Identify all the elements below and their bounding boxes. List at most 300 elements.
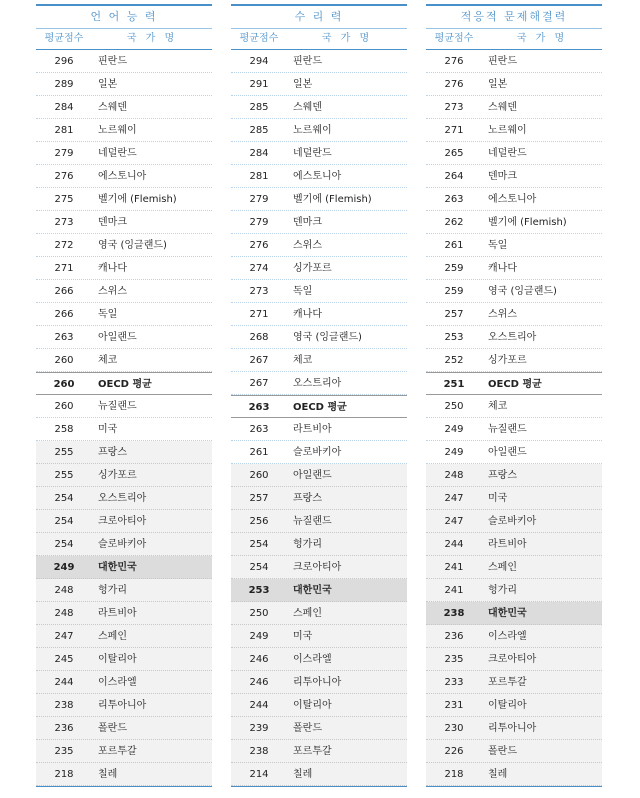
table-row: [426, 188, 602, 211]
table-row: [231, 188, 407, 211]
country-cell: 일본: [293, 79, 313, 90]
score-cell: 244: [249, 700, 269, 711]
country-cell: 폴란드: [293, 723, 322, 734]
country-cell: 폴란드: [488, 746, 517, 757]
country-cell: 미국: [98, 424, 118, 435]
table-row: [426, 96, 602, 119]
country-cell: OECD 평균: [293, 402, 347, 413]
table-row: [36, 349, 212, 372]
score-cell: 249: [53, 562, 75, 573]
country-cell: 프랑스: [98, 447, 127, 458]
score-cell: 250: [249, 608, 269, 619]
country-cell: 슬로바키아: [98, 539, 147, 550]
country-cell: 벨기에 (Flemish): [488, 217, 567, 228]
bottom-rule: [231, 786, 407, 787]
table-row: [36, 280, 212, 303]
country-cell: 포르투갈: [488, 677, 527, 688]
country-cell: 폴란드: [98, 723, 127, 734]
country-header: 국 가 명: [126, 33, 178, 44]
table-row: [36, 671, 212, 694]
score-cell: 236: [444, 631, 464, 642]
table-row: [426, 119, 602, 142]
table-row: [36, 96, 212, 119]
table-row: [426, 579, 602, 602]
score-cell: 246: [249, 654, 269, 665]
score-cell: 261: [444, 240, 464, 251]
score-cell: 273: [444, 102, 464, 113]
oecd-average-row: [36, 372, 212, 395]
table-row: [36, 395, 212, 418]
table-row: [231, 119, 407, 142]
score-cell: 274: [249, 263, 269, 274]
table-row: [231, 717, 407, 740]
score-cell: 218: [444, 769, 464, 780]
korea-row: [426, 602, 602, 625]
country-cell: 체코: [98, 355, 118, 366]
table-row: [231, 556, 407, 579]
column-header: [231, 28, 407, 50]
country-cell: 헝가리: [293, 539, 322, 550]
score-cell: 236: [54, 723, 74, 734]
score-cell: 247: [54, 631, 74, 642]
score-cell: 254: [249, 539, 269, 550]
country-cell: 오스트리아: [98, 493, 147, 504]
score-cell: 254: [54, 516, 74, 527]
country-cell: 스웨덴: [98, 102, 127, 113]
country-cell: 오스트리아: [293, 378, 342, 389]
country-cell: 캐나다: [293, 309, 322, 320]
table-row: [231, 349, 407, 372]
country-cell: 칠레: [98, 769, 118, 780]
score-cell: 247: [444, 493, 464, 504]
score-cell: 263: [249, 424, 269, 435]
table-row: [36, 50, 212, 73]
score-cell: 263: [444, 194, 464, 205]
score-cell: 257: [249, 493, 269, 504]
country-cell: 핀란드: [488, 56, 517, 67]
country-cell: 오스트리아: [488, 332, 537, 343]
table-row: [426, 257, 602, 280]
country-cell: 덴마크: [293, 217, 322, 228]
score-cell: 253: [444, 332, 464, 343]
table-row: [426, 395, 602, 418]
oecd-average-row: [231, 395, 407, 418]
table-row: [36, 303, 212, 326]
country-cell: 아일랜드: [488, 447, 527, 458]
country-cell: 에스토니아: [488, 194, 537, 205]
score-cell: 255: [54, 470, 74, 481]
score-cell: 244: [444, 539, 464, 550]
table-row: [426, 303, 602, 326]
country-cell: 스위스: [293, 240, 322, 251]
country-cell: 스위스: [488, 309, 517, 320]
country-cell: 아일랜드: [98, 332, 137, 343]
country-cell: 이스라엘: [98, 677, 137, 688]
table-row: [426, 234, 602, 257]
table-row: [36, 464, 212, 487]
table-row: [426, 441, 602, 464]
score-cell: 235: [444, 654, 464, 665]
table-row: [426, 740, 602, 763]
table-row: [231, 487, 407, 510]
score-cell: 230: [444, 723, 464, 734]
country-cell: 체코: [488, 401, 508, 412]
score-cell: 257: [444, 309, 464, 320]
table-row: [231, 763, 407, 786]
table-row: [36, 763, 212, 786]
country-cell: 영국 (잉글랜드): [293, 332, 362, 343]
country-cell: 벨기에 (Flemish): [293, 194, 372, 205]
table-row: [426, 142, 602, 165]
country-cell: 노르웨이: [98, 125, 137, 136]
score-cell: 271: [54, 263, 74, 274]
score-cell: 258: [54, 424, 74, 435]
score-cell: 251: [443, 379, 465, 390]
table-row: [426, 717, 602, 740]
table-row: [426, 50, 602, 73]
country-cell: 스위스: [98, 286, 127, 297]
score-cell: 267: [249, 378, 269, 389]
country-cell: 캐나다: [98, 263, 127, 274]
table-row: [231, 50, 407, 73]
score-cell: 284: [54, 102, 74, 113]
table-row: [231, 464, 407, 487]
country-cell: 덴마크: [488, 171, 517, 182]
score-cell: 271: [444, 125, 464, 136]
score-cell: 276: [54, 171, 74, 182]
score-cell: 238: [249, 746, 269, 757]
table-row: [231, 694, 407, 717]
table-row: [36, 740, 212, 763]
bottom-rule: [426, 786, 602, 787]
table-row: [36, 257, 212, 280]
table-row: [36, 694, 212, 717]
table-row: [231, 533, 407, 556]
country-cell: 노르웨이: [488, 125, 527, 136]
country-cell: OECD 평균: [98, 379, 152, 390]
score-cell: 261: [249, 447, 269, 458]
table-row: [231, 372, 407, 395]
score-cell: 267: [249, 355, 269, 366]
country-cell: OECD 평균: [488, 379, 542, 390]
table-row: [231, 73, 407, 96]
table-row: [426, 464, 602, 487]
table-row: [426, 694, 602, 717]
table-row: [231, 648, 407, 671]
country-header: 국 가 명: [516, 33, 568, 44]
score-cell: 276: [444, 56, 464, 67]
country-cell: 체코: [293, 355, 313, 366]
score-cell: 244: [54, 677, 74, 688]
country-cell: 스웨덴: [293, 102, 322, 113]
country-cell: 네덜란드: [488, 148, 527, 159]
table-row: [36, 119, 212, 142]
score-cell: 260: [249, 470, 269, 481]
country-cell: 네덜란드: [293, 148, 332, 159]
table-row: [36, 510, 212, 533]
country-cell: 라트비아: [293, 424, 332, 435]
score-cell: 226: [444, 746, 464, 757]
column-header: [426, 28, 602, 50]
score-cell: 266: [54, 309, 74, 320]
score-cell: 260: [53, 379, 75, 390]
panel-title: 적응적 문제해결력: [426, 4, 602, 28]
panel-numeracy: [231, 4, 407, 787]
table-row: [36, 579, 212, 602]
score-cell: 263: [54, 332, 74, 343]
score-cell: 238: [54, 700, 74, 711]
country-cell: 리투아니아: [488, 723, 537, 734]
country-cell: 헝가리: [488, 585, 517, 596]
country-cell: 뉴질랜드: [488, 424, 527, 435]
score-cell: 291: [249, 79, 269, 90]
score-cell: 260: [54, 401, 74, 412]
oecd-average-row: [426, 372, 602, 395]
country-cell: 에스토니아: [98, 171, 147, 182]
score-cell: 254: [249, 562, 269, 573]
table-row: [426, 533, 602, 556]
table-row: [231, 602, 407, 625]
panel-title: 언 어 능 력: [36, 4, 212, 28]
table-row: [231, 142, 407, 165]
country-cell: 미국: [293, 631, 313, 642]
score-cell: 289: [54, 79, 74, 90]
score-cell: 276: [249, 240, 269, 251]
score-cell: 249: [249, 631, 269, 642]
country-cell: 프랑스: [293, 493, 322, 504]
score-cell: 271: [249, 309, 269, 320]
score-header: 평균점수: [434, 33, 474, 44]
table-row: [231, 326, 407, 349]
country-cell: 칠레: [293, 769, 313, 780]
country-cell: 포르투갈: [293, 746, 332, 757]
score-cell: 264: [444, 171, 464, 182]
country-cell: 크로아티아: [98, 516, 147, 527]
table-row: [231, 280, 407, 303]
score-cell: 262: [444, 217, 464, 228]
score-cell: 273: [54, 217, 74, 228]
score-cell: 279: [249, 217, 269, 228]
bottom-rule: [36, 786, 212, 787]
country-cell: 영국 (잉글랜드): [488, 286, 557, 297]
country-cell: 대한민국: [98, 562, 137, 573]
score-cell: 273: [249, 286, 269, 297]
table-row: [36, 188, 212, 211]
score-cell: 239: [249, 723, 269, 734]
score-cell: 254: [54, 493, 74, 504]
score-cell: 265: [444, 148, 464, 159]
score-cell: 248: [444, 470, 464, 481]
rows: [36, 50, 212, 786]
country-cell: 벨기에 (Flemish): [98, 194, 177, 205]
score-cell: 254: [54, 539, 74, 550]
country-cell: 리투아니아: [98, 700, 147, 711]
country-cell: 뉴질랜드: [98, 401, 137, 412]
table-row: [426, 487, 602, 510]
score-cell: 235: [54, 746, 74, 757]
score-cell: 238: [443, 608, 465, 619]
score-cell: 284: [249, 148, 269, 159]
score-cell: 263: [248, 402, 270, 413]
rows: [231, 50, 407, 786]
table-row: [231, 671, 407, 694]
score-cell: 259: [444, 286, 464, 297]
table-row: [426, 556, 602, 579]
score-cell: 255: [54, 447, 74, 458]
country-cell: 이탈리아: [488, 700, 527, 711]
table-row: [231, 257, 407, 280]
panel-problem-solving: [426, 4, 602, 787]
country-cell: 스웨덴: [488, 102, 517, 113]
table-row: [426, 349, 602, 372]
table-row: [231, 625, 407, 648]
score-cell: 249: [444, 424, 464, 435]
country-cell: 스페인: [488, 562, 517, 573]
country-cell: 싱가포르: [293, 263, 332, 274]
table-row: [426, 648, 602, 671]
country-cell: 칠레: [488, 769, 508, 780]
score-cell: 285: [249, 102, 269, 113]
score-cell: 259: [444, 263, 464, 274]
table-row: [36, 326, 212, 349]
table-row: [231, 510, 407, 533]
table-row: [36, 441, 212, 464]
country-cell: 프랑스: [488, 470, 517, 481]
score-cell: 245: [54, 654, 74, 665]
korea-row: [36, 556, 212, 579]
table-row: [231, 96, 407, 119]
score-cell: 241: [444, 562, 464, 573]
score-cell: 268: [249, 332, 269, 343]
table-row: [36, 625, 212, 648]
table-row: [36, 648, 212, 671]
rows: [426, 50, 602, 786]
country-cell: 핀란드: [98, 56, 127, 67]
score-header: 평균점수: [44, 33, 84, 44]
country-cell: 싱가포르: [488, 355, 527, 366]
country-cell: 라트비아: [488, 539, 527, 550]
country-cell: 리투아니아: [293, 677, 342, 688]
country-cell: 슬로바키아: [488, 516, 537, 527]
country-cell: 이탈리아: [293, 700, 332, 711]
country-cell: 뉴질랜드: [293, 516, 332, 527]
score-cell: 250: [444, 401, 464, 412]
score-cell: 285: [249, 125, 269, 136]
country-cell: 크로아티아: [293, 562, 342, 573]
korea-row: [231, 579, 407, 602]
score-cell: 248: [54, 585, 74, 596]
table-row: [36, 73, 212, 96]
score-cell: 272: [54, 240, 74, 251]
score-cell: 247: [444, 516, 464, 527]
score-cell: 281: [54, 125, 74, 136]
score-cell: 279: [54, 148, 74, 159]
country-header: 국 가 명: [321, 33, 373, 44]
panel-title: 수 리 력: [231, 4, 407, 28]
column-header: [36, 28, 212, 50]
table-row: [231, 441, 407, 464]
score-cell: 233: [444, 677, 464, 688]
score-cell: 214: [249, 769, 269, 780]
country-cell: 일본: [488, 79, 508, 90]
score-cell: 256: [249, 516, 269, 527]
score-cell: 231: [444, 700, 464, 711]
country-cell: 핀란드: [293, 56, 322, 67]
table-row: [36, 717, 212, 740]
table-row: [36, 487, 212, 510]
score-cell: 249: [444, 447, 464, 458]
country-cell: 포르투갈: [98, 746, 137, 757]
country-cell: 네덜란드: [98, 148, 137, 159]
table-row: [426, 763, 602, 786]
score-cell: 281: [249, 171, 269, 182]
country-cell: 이탈리아: [98, 654, 137, 665]
country-cell: 덴마크: [98, 217, 127, 228]
country-cell: 독일: [488, 240, 508, 251]
table-row: [36, 418, 212, 441]
table-row: [426, 73, 602, 96]
country-cell: 미국: [488, 493, 508, 504]
table-row: [426, 510, 602, 533]
country-cell: 스페인: [98, 631, 127, 642]
score-cell: 241: [444, 585, 464, 596]
table-row: [231, 418, 407, 441]
table-row: [426, 418, 602, 441]
score-cell: 252: [444, 355, 464, 366]
country-cell: 일본: [98, 79, 118, 90]
panel-literacy: [36, 4, 212, 787]
table-row: [36, 165, 212, 188]
table-row: [36, 602, 212, 625]
table-row: [231, 211, 407, 234]
score-cell: 294: [249, 56, 269, 67]
country-cell: 크로아티아: [488, 654, 537, 665]
score-cell: 275: [54, 194, 74, 205]
table-row: [231, 165, 407, 188]
table-row: [426, 211, 602, 234]
table-row: [426, 671, 602, 694]
table-row: [36, 142, 212, 165]
score-cell: 253: [248, 585, 270, 596]
country-cell: 독일: [98, 309, 118, 320]
country-cell: 대한민국: [293, 585, 332, 596]
score-cell: 218: [54, 769, 74, 780]
country-cell: 아일랜드: [293, 470, 332, 481]
country-cell: 이스라엘: [488, 631, 527, 642]
country-cell: 헝가리: [98, 585, 127, 596]
score-cell: 266: [54, 286, 74, 297]
table-row: [426, 165, 602, 188]
country-cell: 노르웨이: [293, 125, 332, 136]
table-row: [36, 211, 212, 234]
table-row: [231, 234, 407, 257]
score-cell: 296: [54, 56, 74, 67]
score-header: 평균점수: [239, 33, 279, 44]
country-cell: 이스라엘: [293, 654, 332, 665]
score-cell: 279: [249, 194, 269, 205]
table-row: [36, 234, 212, 257]
table-row: [426, 625, 602, 648]
score-cell: 246: [249, 677, 269, 688]
country-cell: 대한민국: [488, 608, 527, 619]
country-cell: 영국 (잉글랜드): [98, 240, 167, 251]
country-cell: 슬로바키아: [293, 447, 342, 458]
country-cell: 싱가포르: [98, 470, 137, 481]
table-row: [231, 303, 407, 326]
country-cell: 스페인: [293, 608, 322, 619]
table-row: [231, 740, 407, 763]
score-cell: 260: [54, 355, 74, 366]
